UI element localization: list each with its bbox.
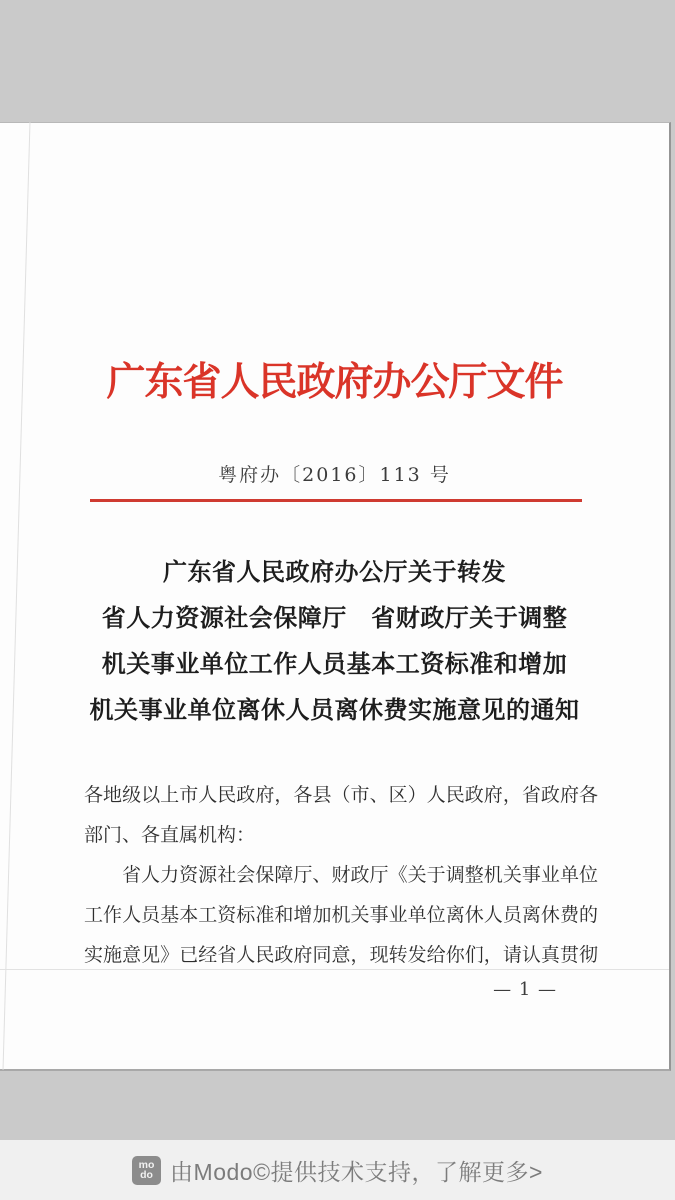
title-line-3: 机关事业单位工作人员基本工资标准和增加 — [101, 649, 568, 678]
scan-seam-line — [0, 969, 669, 970]
body-line-1: 各地级以上市人民政府，各县（市、区）人民政府，省政府各 — [84, 784, 598, 806]
red-divider-line — [90, 499, 582, 502]
modo-logo-text-bottom: do — [140, 1169, 153, 1181]
modo-logo-icon — [132, 1156, 161, 1185]
title-line-2: 省人力资源社会保障厅 省财政厅关于调整 — [101, 603, 568, 632]
body-line-5: 实施意见》已经省人民政府同意，现转发给你们，请认真贯彻 — [84, 944, 598, 966]
title-line-4: 机关事业单位离休人员离休费实施意见的通知 — [89, 695, 580, 724]
document-page — [0, 122, 671, 1071]
agency-header-title: 广东省人民政府办公厅文件 — [106, 359, 563, 405]
body-line-2: 部门、各直属机构： — [84, 824, 256, 846]
document-number: 粤府办〔2016〕113 号 — [218, 464, 451, 486]
document-title — [0, 549, 669, 733]
title-line-1: 广东省人民政府办公厅关于转发 — [163, 557, 506, 586]
page-number: — 1 — — [493, 979, 557, 1000]
modo-logo-text-top: mo — [138, 1158, 155, 1171]
modo-support-link[interactable]: 由Modo©提供技术支持，了解更多> — [170, 1158, 543, 1185]
body-line-3: 省人力资源社会保障厅、财政厅《关于调整机关事业单位 — [122, 864, 598, 886]
body-line-4: 工作人员基本工资标准和增加机关事业单位离休人员离休费的 — [84, 904, 598, 926]
document-body — [84, 775, 598, 975]
footer-bar — [0, 1140, 675, 1200]
